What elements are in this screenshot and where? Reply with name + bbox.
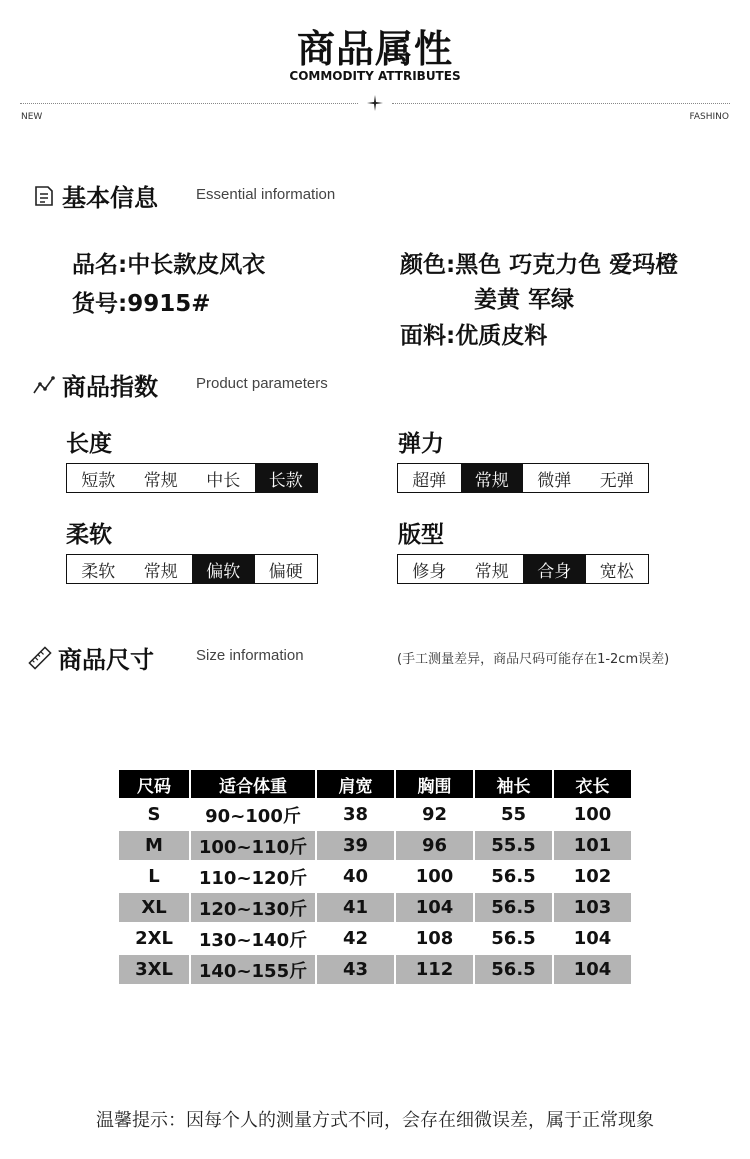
table-header-row bbox=[119, 770, 631, 798]
table-cell: 55 bbox=[500, 804, 527, 825]
column-header: 袖长 bbox=[475, 770, 552, 798]
table-cell: 90~100斤 bbox=[205, 805, 301, 827]
measurement-note: (手工测量差异，商品尺码可能存在1-2cm误差) bbox=[397, 652, 670, 667]
table-row bbox=[119, 924, 631, 953]
fabric-row bbox=[400, 317, 547, 350]
length-option: 常规 bbox=[143, 470, 178, 491]
table-cell: 56.5 bbox=[491, 928, 536, 949]
column-header: 衣长 bbox=[554, 770, 631, 798]
color-row bbox=[400, 246, 678, 279]
fabric-value: 优质皮料 bbox=[455, 323, 548, 349]
elasticity-option: 超弹 bbox=[412, 470, 447, 491]
table-cell: 56.5 bbox=[475, 955, 552, 984]
ruler-icon bbox=[28, 646, 52, 670]
length-scale bbox=[66, 463, 318, 493]
table-cell: S bbox=[147, 804, 161, 825]
sku-label: 货号: bbox=[72, 291, 128, 317]
table-row bbox=[119, 955, 631, 984]
table-cell: 100 bbox=[573, 804, 612, 825]
softness-option: 偏硬 bbox=[268, 561, 303, 582]
softness-scale bbox=[66, 554, 318, 584]
length-option: 中长 bbox=[206, 470, 241, 491]
table-cell: 102 bbox=[573, 866, 612, 887]
fit-scale bbox=[397, 554, 649, 584]
table-cell: 3XL bbox=[119, 955, 189, 984]
table-cell: 56.5 bbox=[491, 866, 536, 887]
new-label: NEW bbox=[21, 112, 43, 122]
fit-label: 版型 bbox=[398, 522, 444, 548]
elasticity-option: 无弹 bbox=[599, 470, 634, 491]
fashino-label: FASHINO bbox=[689, 112, 729, 122]
document-icon bbox=[32, 184, 56, 208]
color-value: 黑色 巧克力色 爱玛橙 bbox=[455, 252, 679, 278]
column-header: 胸围 bbox=[396, 770, 473, 798]
fabric-label: 面料: bbox=[400, 323, 456, 349]
table-cell: 130~140斤 bbox=[198, 929, 308, 951]
page-title: 商品属性 bbox=[296, 27, 453, 71]
table-cell: 56.5 bbox=[475, 893, 552, 922]
length-label: 长度 bbox=[66, 431, 112, 457]
softness-label: 柔软 bbox=[66, 522, 112, 548]
sku-value: 9915# bbox=[127, 291, 211, 317]
softness-option: 柔软 bbox=[81, 561, 116, 582]
basic-info-title-en: Essential information bbox=[196, 186, 336, 203]
softness-option: 偏软 bbox=[192, 555, 255, 583]
table-cell: M bbox=[119, 831, 189, 860]
sparkle-icon bbox=[367, 95, 383, 111]
measurement-tip: 温馨提示：因每个人的测量方式不同，会存在细微误差，属于正常现象 bbox=[96, 1110, 654, 1131]
fit-option: 常规 bbox=[474, 561, 509, 582]
size-heading bbox=[28, 640, 154, 675]
color-row-continued: 姜黄 军绿 bbox=[474, 287, 575, 313]
length-option: 长款 bbox=[255, 464, 318, 492]
product-name-value: 中长款皮风衣 bbox=[127, 252, 266, 278]
elasticity-option: 微弹 bbox=[537, 470, 572, 491]
divider-right bbox=[392, 103, 730, 104]
basic-info-heading bbox=[32, 178, 158, 213]
table-cell: 43 bbox=[317, 955, 394, 984]
elasticity-option: 常规 bbox=[461, 464, 524, 492]
table-cell: 108 bbox=[415, 928, 454, 949]
table-row bbox=[119, 862, 631, 891]
table-cell: 100 bbox=[415, 866, 454, 887]
table-cell: 140~155斤 bbox=[191, 955, 315, 984]
table-cell: 41 bbox=[317, 893, 394, 922]
table-cell: 92 bbox=[421, 804, 448, 825]
table-cell: 112 bbox=[396, 955, 473, 984]
table-cell: 101 bbox=[554, 831, 631, 860]
table-cell: 96 bbox=[396, 831, 473, 860]
table-cell: 55.5 bbox=[475, 831, 552, 860]
fit-option: 修身 bbox=[412, 561, 447, 582]
table-row bbox=[119, 893, 631, 922]
fit-option: 宽松 bbox=[599, 561, 634, 582]
table-cell: 40 bbox=[342, 866, 369, 887]
color-label: 颜色: bbox=[400, 252, 456, 278]
product-name-row bbox=[72, 246, 265, 279]
params-title-en: Product parameters bbox=[196, 375, 328, 392]
table-cell: 100~110斤 bbox=[191, 831, 315, 860]
table-row bbox=[119, 831, 631, 860]
softness-option: 常规 bbox=[143, 561, 178, 582]
table-cell: 110~120斤 bbox=[198, 867, 308, 889]
page-subtitle: COMMODITY ATTRIBUTES bbox=[289, 69, 461, 83]
table-cell: 42 bbox=[342, 928, 369, 949]
fit-option: 合身 bbox=[523, 555, 586, 583]
divider-left bbox=[20, 103, 358, 104]
elasticity-scale bbox=[397, 463, 649, 493]
table-row bbox=[119, 800, 631, 829]
elasticity-label: 弹力 bbox=[398, 431, 444, 457]
params-heading bbox=[32, 367, 158, 402]
column-header: 尺码 bbox=[119, 770, 189, 798]
length-option: 短款 bbox=[81, 470, 116, 491]
line-chart-icon bbox=[32, 373, 56, 397]
table-cell: 120~130斤 bbox=[191, 893, 315, 922]
size-title-en: Size information bbox=[196, 647, 304, 664]
table-cell: 38 bbox=[342, 804, 369, 825]
size-title: 商品尺寸 bbox=[58, 646, 154, 674]
table-cell: 104 bbox=[573, 928, 612, 949]
sku-row bbox=[72, 285, 211, 318]
table-cell: 104 bbox=[554, 955, 631, 984]
table-cell: 2XL bbox=[135, 928, 173, 949]
params-title: 商品指数 bbox=[62, 373, 158, 401]
size-table bbox=[117, 768, 633, 986]
table-cell: 103 bbox=[554, 893, 631, 922]
table-cell: 39 bbox=[317, 831, 394, 860]
product-name-label: 品名: bbox=[72, 252, 128, 278]
column-header: 适合体重 bbox=[191, 770, 315, 798]
table-cell: XL bbox=[119, 893, 189, 922]
basic-info-title: 基本信息 bbox=[62, 184, 158, 212]
table-cell: L bbox=[148, 866, 160, 887]
table-cell: 104 bbox=[396, 893, 473, 922]
column-header: 肩宽 bbox=[317, 770, 394, 798]
